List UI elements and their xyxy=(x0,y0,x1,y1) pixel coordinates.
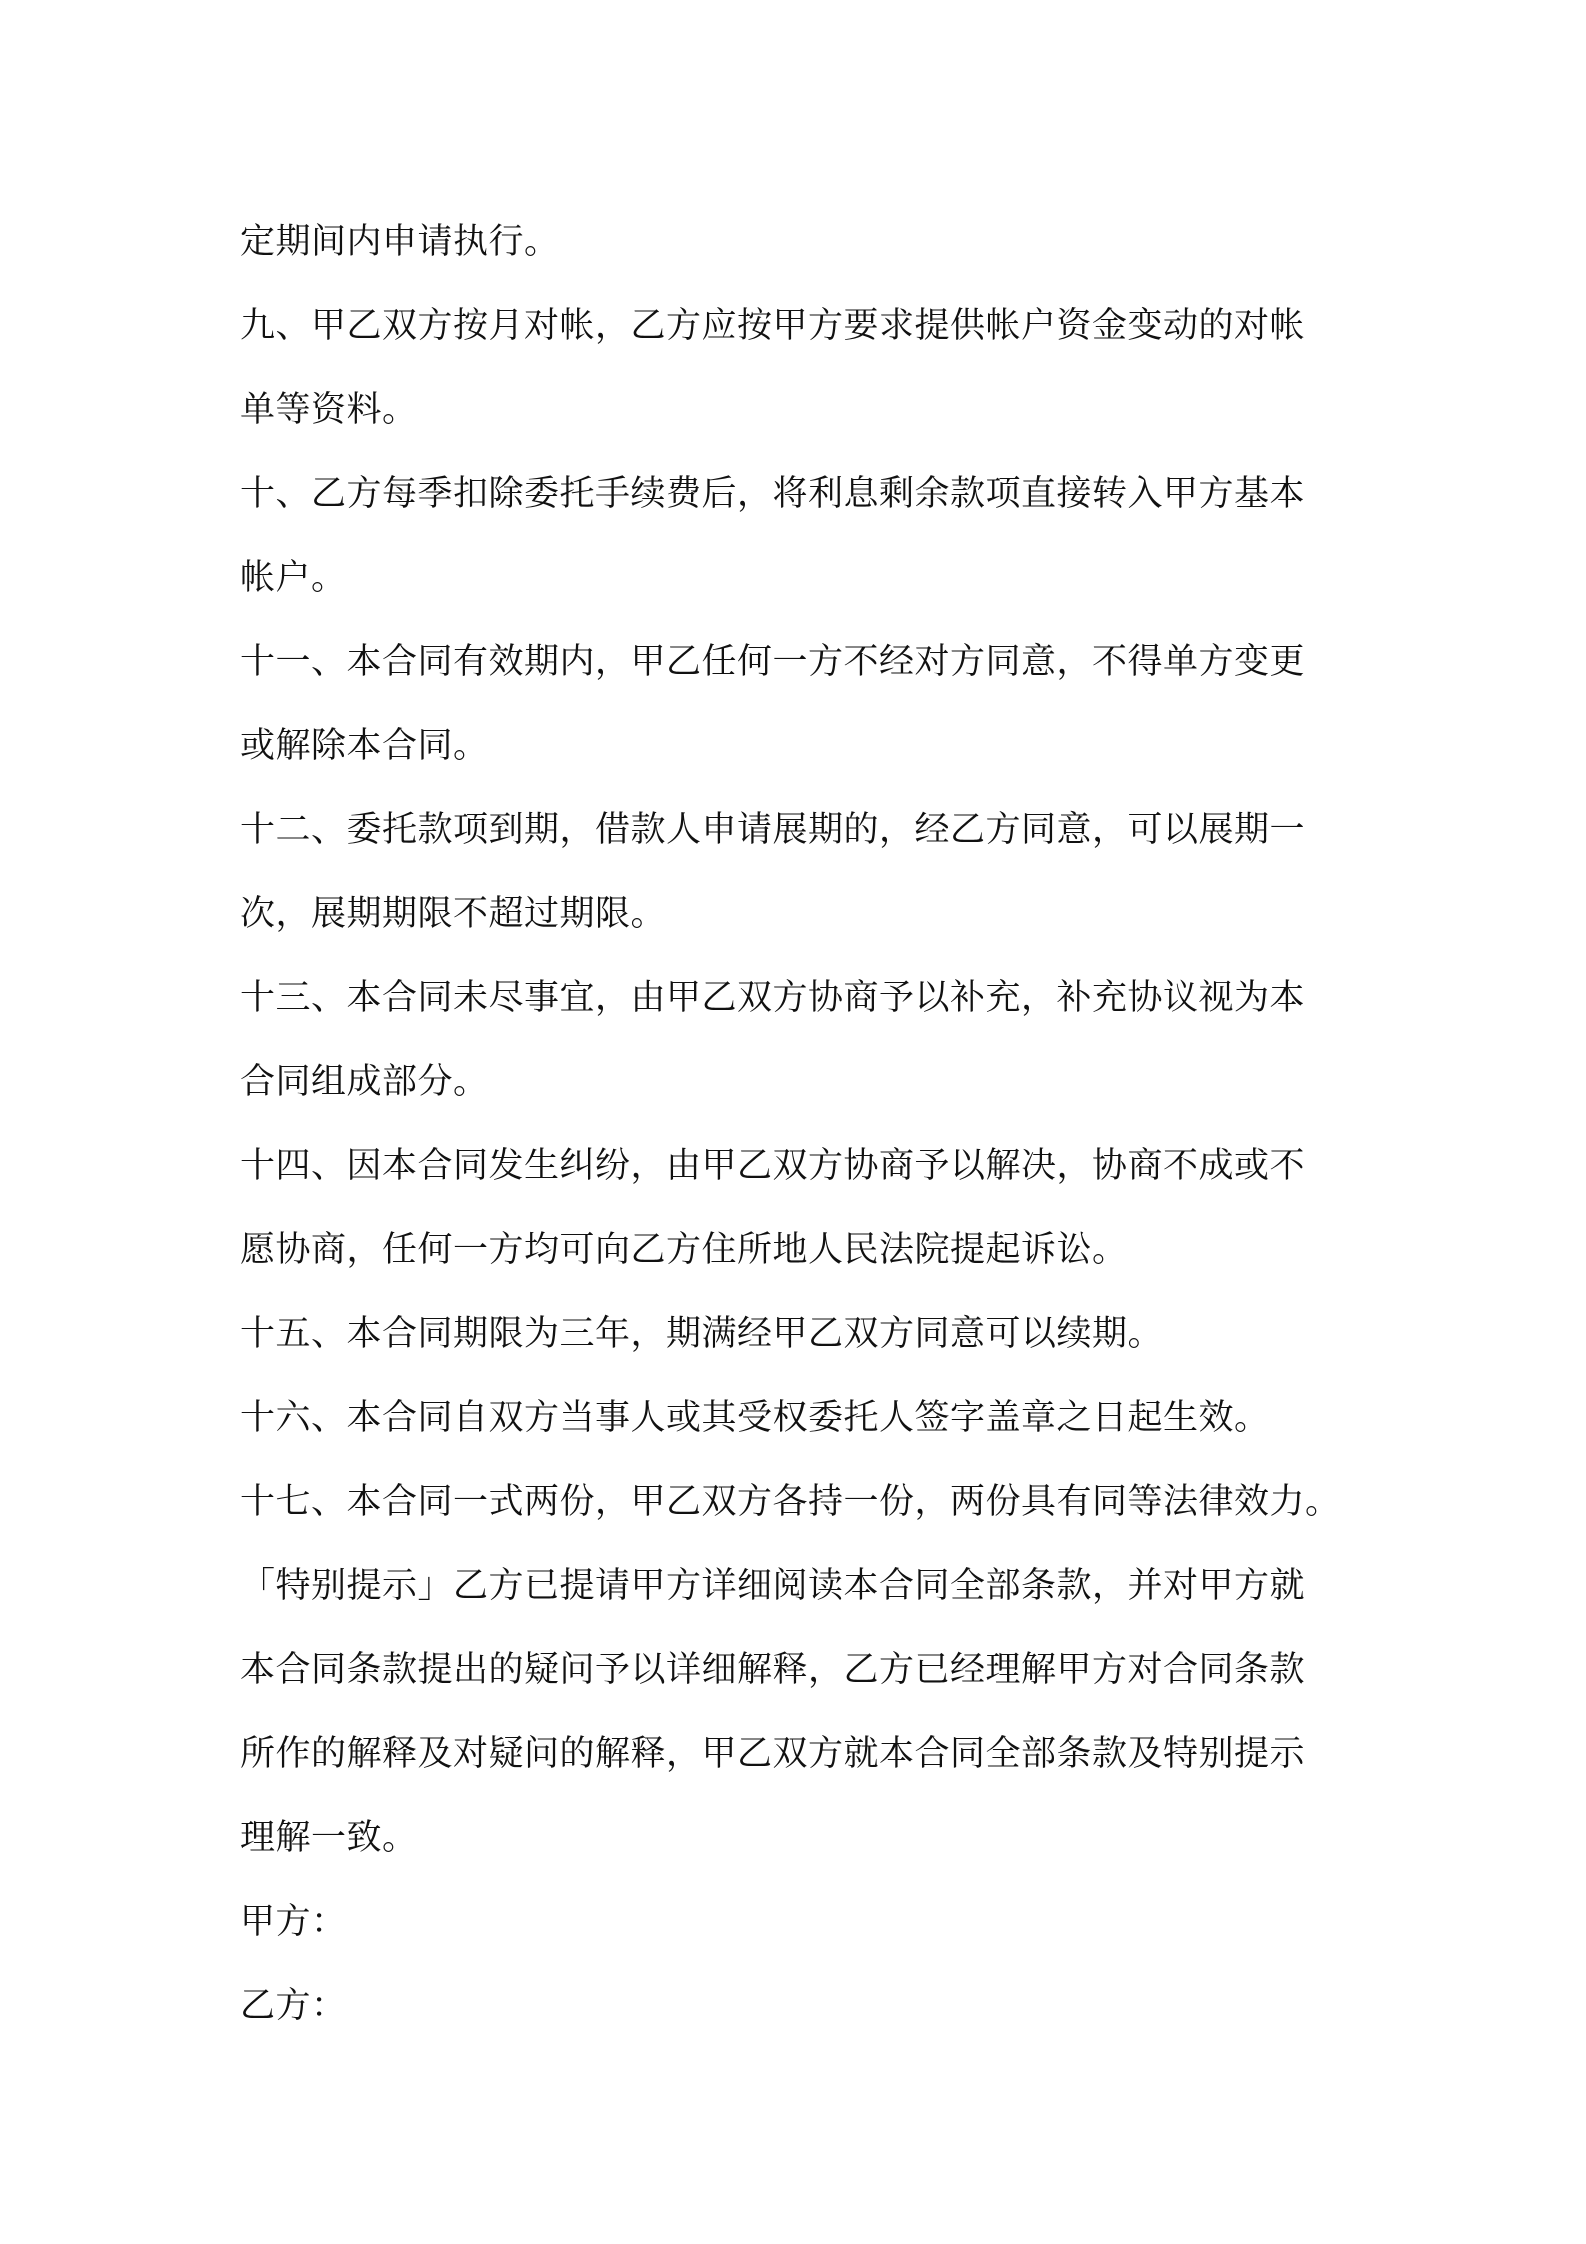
party-a-signature-label: 甲方： xyxy=(240,1902,347,1942)
clause-10-line-1: 十、乙方每季扣除委托手续费后，将利息剩余款项直接转入甲方基本 xyxy=(240,474,1306,514)
clause-14-line-1: 十四、因本合同发生纠纷，由甲乙双方协商予以解决，协商不成或不 xyxy=(240,1146,1306,1186)
clause-13-line-2: 合同组成部分。 xyxy=(240,1062,489,1102)
contract-text xyxy=(240,200,1355,2048)
clause-9-line-1: 九、甲乙双方按月对帐，乙方应按甲方要求提供帐户资金变动的对帐 xyxy=(240,306,1306,346)
special-notice-line-1: 「特别提示」乙方已提请甲方详细阅读本合同全部条款，并对甲方就 xyxy=(240,1566,1306,1606)
party-b-signature-label: 乙方： xyxy=(240,1986,347,2026)
clause-13-line-1: 十三、本合同未尽事宜，由甲乙双方协商予以补充，补充协议视为本 xyxy=(240,978,1306,1018)
special-notice-line-4: 理解一致。 xyxy=(240,1818,418,1858)
clause-9-line-2: 单等资料。 xyxy=(240,390,418,430)
clause-11-line-1: 十一、本合同有效期内，甲乙任何一方不经对方同意，不得单方变更 xyxy=(240,642,1306,682)
text-line: 定期间内申请执行。 xyxy=(240,222,560,262)
clause-12-line-2: 次，展期期限不超过期限。 xyxy=(240,894,667,934)
clause-17: 十七、本合同一式两份，甲乙双方各持一份，两份具有同等法律效力。 xyxy=(240,1482,1341,1522)
clause-14-line-2: 愿协商，任何一方均可向乙方住所地人民法院提起诉讼。 xyxy=(240,1230,1128,1270)
clause-15: 十五、本合同期限为三年，期满经甲乙双方同意可以续期。 xyxy=(240,1314,1164,1354)
clause-12-line-1: 十二、委托款项到期，借款人申请展期的，经乙方同意，可以展期一 xyxy=(240,810,1306,850)
clause-10-line-2: 帐户。 xyxy=(240,558,347,598)
clause-11-line-2: 或解除本合同。 xyxy=(240,726,489,766)
clause-16: 十六、本合同自双方当事人或其受权委托人签字盖章之日起生效。 xyxy=(240,1398,1270,1438)
special-notice-line-2: 本合同条款提出的疑问予以详细解释，乙方已经理解甲方对合同条款 xyxy=(240,1650,1306,1690)
special-notice-line-3: 所作的解释及对疑问的解释，甲乙双方就本合同全部条款及特别提示 xyxy=(240,1734,1306,1774)
